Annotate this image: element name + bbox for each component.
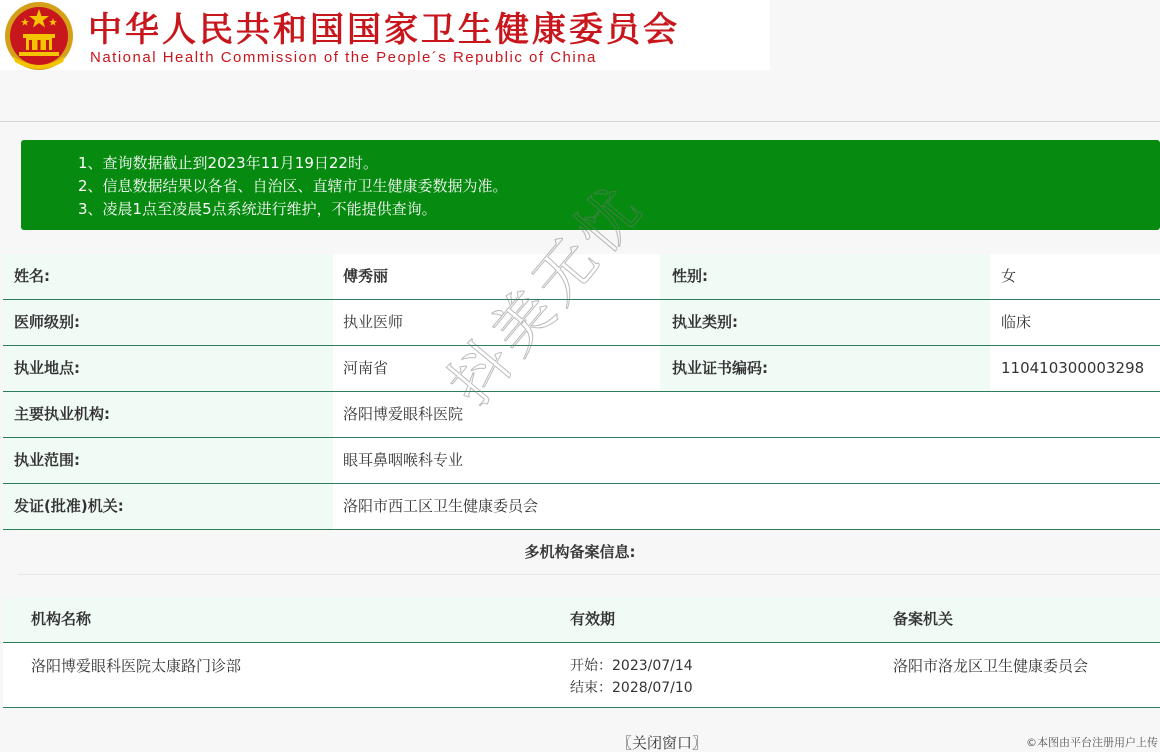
cert-label: 执业证书编码:: [660, 346, 990, 391]
cert-value: 110410300003298: [1001, 359, 1145, 377]
row-end: 结束：2028/07/10: [570, 680, 693, 696]
upload-note: ©本图由平台注册用户上传: [1026, 736, 1158, 749]
notice-line: 1、查询数据截止到2023年11月19日22时。: [78, 154, 378, 172]
table-row: [3, 643, 1160, 708]
level-value: 执业医师: [343, 313, 404, 331]
scope-label: 执业范围:: [3, 438, 333, 483]
row-start: 开始：2023/07/14: [570, 658, 693, 674]
site-header: [0, 0, 770, 70]
info-row-scope: [3, 438, 1160, 484]
multi-org-header-row: [3, 597, 1160, 643]
name-label: 姓名:: [3, 254, 333, 299]
row-org: 洛阳博爱眼科医院太康路门诊部: [31, 657, 242, 675]
info-row-level: [3, 300, 1160, 346]
row-period: [570, 655, 693, 699]
name-value: 傅秀丽: [343, 267, 389, 285]
org-value: 洛阳博爱眼科医院: [343, 405, 464, 423]
type-value: 临床: [1001, 313, 1032, 331]
multi-org-title: 多机构备案信息:: [524, 543, 636, 561]
notice-line: 2、信息数据结果以各省、自治区、直辖市卫生健康委数据为准。: [78, 177, 508, 195]
header-authority: 备案机关: [893, 610, 954, 628]
national-emblem-icon: [3, 0, 75, 72]
scope-value: 眼耳鼻咽喉科专业: [343, 451, 464, 469]
location-value: 河南省: [343, 359, 389, 377]
info-row-org: [3, 392, 1160, 438]
site-subtitle: National Health Commission of the People´s Republic of China: [90, 49, 597, 66]
info-row-authority: [3, 484, 1160, 530]
multi-org-table: [3, 597, 1160, 708]
notice-banner: [21, 140, 1160, 230]
doctor-info-table: [3, 254, 1160, 530]
site-title: 中华人民共和国国家卫生健康委员会: [88, 10, 680, 50]
info-row-location: [3, 346, 1160, 392]
location-label: 执业地点:: [3, 346, 333, 391]
row-authority: 洛阳市洛龙区卫生健康委员会: [893, 657, 1089, 675]
notice-line: 3、凌晨1点至凌晨5点系统进行维护，不能提供查询。: [78, 200, 437, 218]
authority-value: 洛阳市西工区卫生健康委员会: [343, 497, 539, 515]
multi-org-divider: [18, 574, 1160, 575]
header-divider: [0, 121, 1160, 122]
org-label: 主要执业机构:: [3, 392, 333, 437]
type-label: 执业类别:: [660, 300, 990, 345]
authority-label: 发证(批准)机关:: [3, 484, 333, 529]
level-label: 医师级别:: [3, 300, 333, 345]
header-period: 有效期: [570, 610, 616, 628]
gender-label: 性别:: [660, 254, 990, 299]
gender-value: 女: [1001, 267, 1017, 285]
close-window-button[interactable]: 〖关闭窗口〗: [617, 734, 708, 752]
info-row-name: [3, 254, 1160, 300]
header-org: 机构名称: [31, 610, 92, 628]
